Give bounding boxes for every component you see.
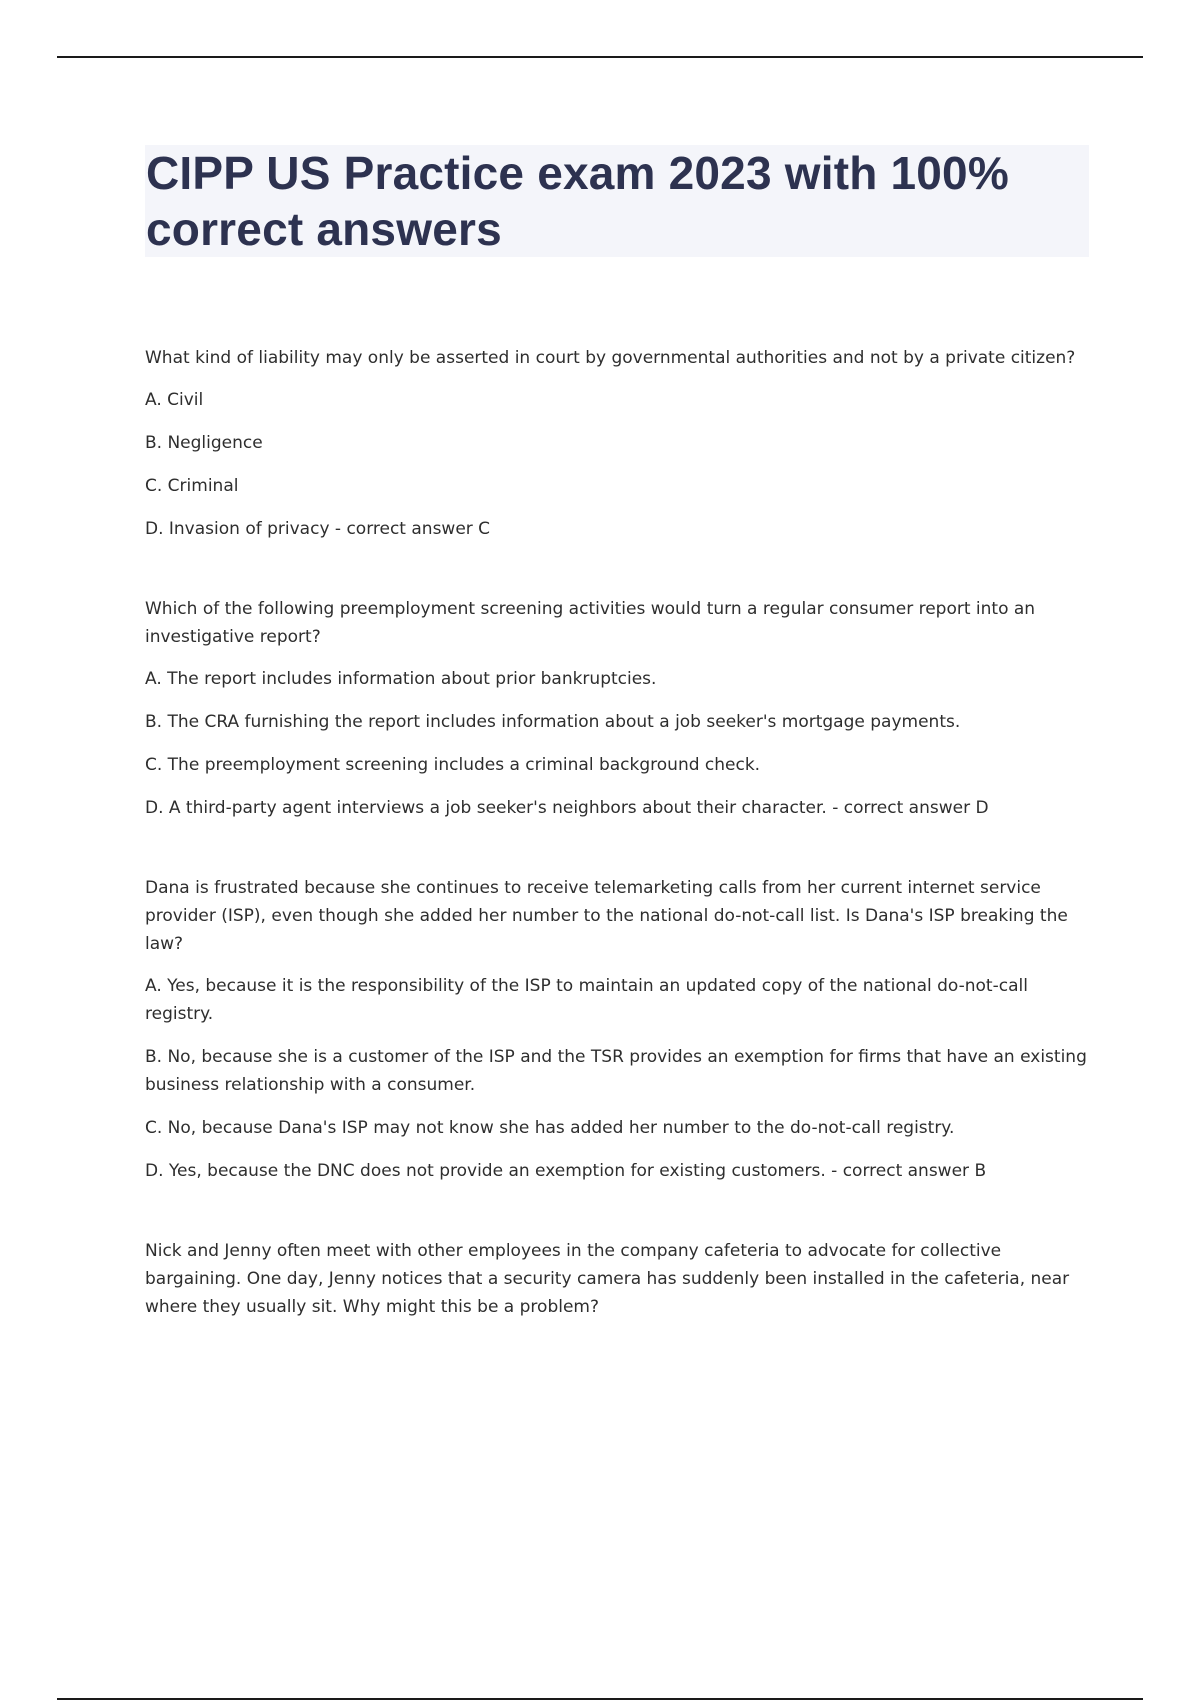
question-text: Which of the following preemployment screening activities would turn a regular consumer report into an investigative report? [145, 599, 1036, 647]
option-c: C. Criminal [145, 476, 239, 496]
option-a: A. Civil [145, 390, 204, 410]
option-d-with-answer: D. Invasion of privacy - correct answer C [145, 519, 491, 539]
question-text: What kind of liability may only be asserted in court by governmental authorities and not by a private citizen? [145, 348, 1076, 368]
option-b: B. Negligence [145, 433, 263, 453]
option-b: B. No, because she is a customer of the ISP and the TSR provides an exemption for firms that have an existing business relationship with a consumer. [145, 1047, 1087, 1095]
question-list [145, 344, 1090, 1373]
option-d-with-answer: D. A third-party agent interviews a job seeker's neighbors about their character. - correct answer D [145, 798, 989, 818]
question-text: Dana is frustrated because she continues to receive telemarketing calls from her current internet service provider (ISP), even though she added her number to the national do-not-call list. Is Dana's ISP breaking the law? [145, 878, 1068, 954]
question-3 [145, 874, 1090, 1185]
option-d-with-answer: D. Yes, because the DNC does not provide an exemption for existing customers. - correct answer B [145, 1161, 987, 1181]
question-4 [145, 1237, 1090, 1321]
option-a: A. Yes, because it is the responsibility of the ISP to maintain an updated copy of the national do-not-call registry. [145, 976, 1028, 1024]
title-banner [145, 145, 1089, 257]
option-c: C. No, because Dana's ISP may not know she has added her number to the do-not-call registry. [145, 1118, 955, 1138]
question-1 [145, 344, 1090, 543]
option-c: C. The preemployment screening includes a criminal background check. [145, 755, 761, 775]
top-rule [57, 56, 1143, 58]
question-2 [145, 595, 1090, 822]
option-b: B. The CRA furnishing the report includes information about a job seeker's mortgage payments. [145, 712, 961, 732]
option-a: A. The report includes information about prior bankruptcies. [145, 669, 657, 689]
question-text: Nick and Jenny often meet with other employees in the company cafeteria to advocate for collective bargaining. One day, Jenny notices that a security camera has suddenly been installed in the cafeteria, near where they usually sit. Why might this be a problem? [145, 1241, 1070, 1317]
document-title: CIPP US Practice exam 2023 with 100% correct answers [146, 147, 1009, 255]
